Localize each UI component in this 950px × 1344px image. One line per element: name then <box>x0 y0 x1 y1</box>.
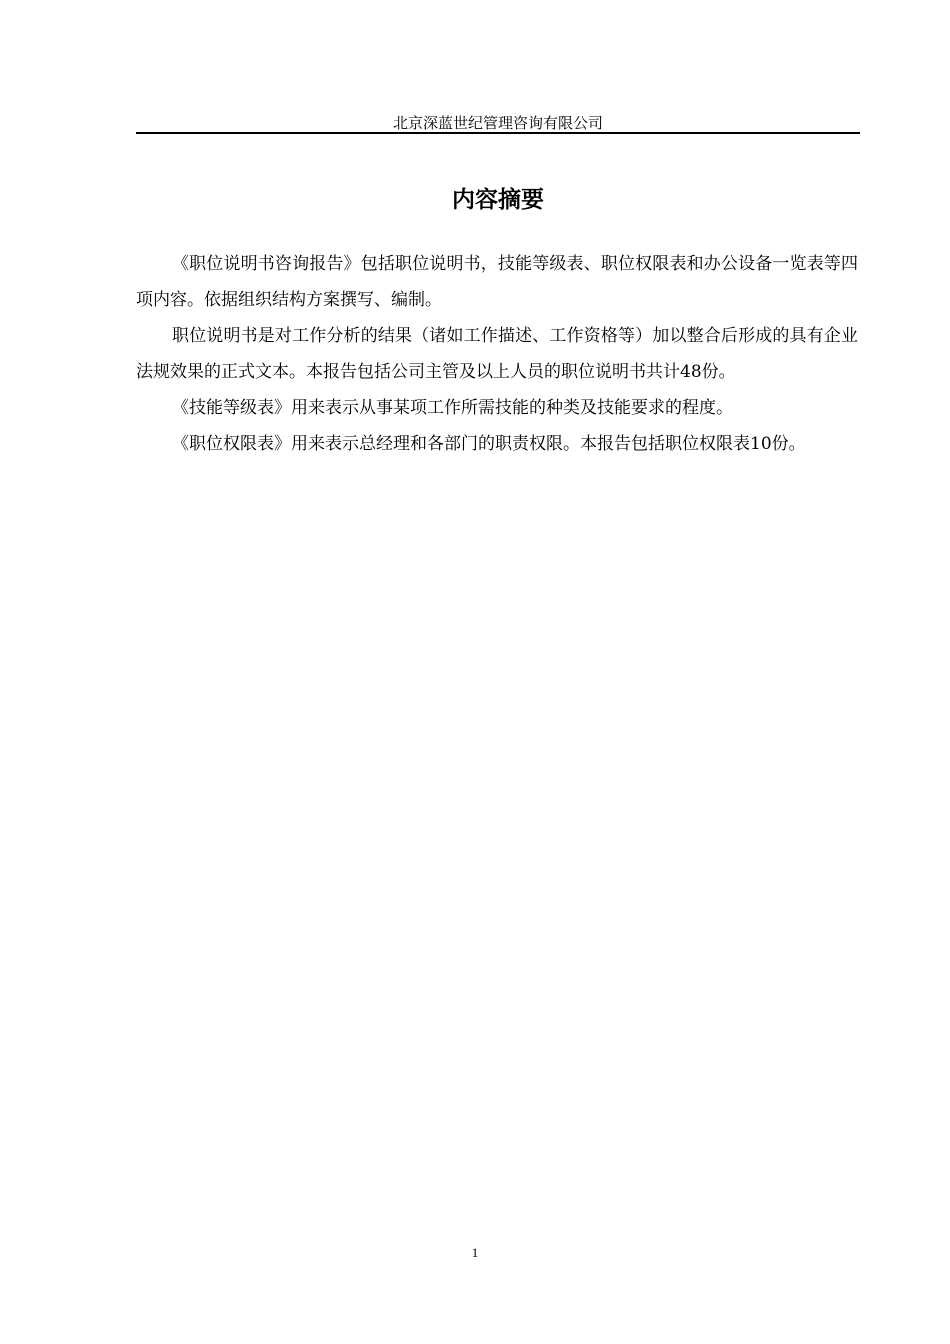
header-rule <box>136 132 860 134</box>
paragraph: 《技能等级表》用来表示从事某项工作所需技能的种类及技能要求的程度。 <box>172 398 733 418</box>
page-header: 北京深蓝世纪管理咨询有限公司 <box>392 116 603 132</box>
paragraph: 《职位说明书咨询报告》包括职位说明书，技能等级表、职位权限表和办公设备一览表等四项内容。依据组织结构方案撰写、编制。 <box>136 254 858 310</box>
paragraph: 职位说明书是对工作分析的结果（诸如工作描述、工作资格等）加以整合后形成的具有企业法规效果的正式文本。本报告包括公司主管及以上人员的职位说明书共计48份。 <box>136 326 858 382</box>
document-title: 内容摘要 <box>452 187 544 213</box>
paragraph: 《职位权限表》用来表示总经理和各部门的职责权限。本报告包括职位权限表10份。 <box>172 434 806 454</box>
document-body <box>136 246 858 462</box>
page-number: 1 <box>471 1245 479 1260</box>
